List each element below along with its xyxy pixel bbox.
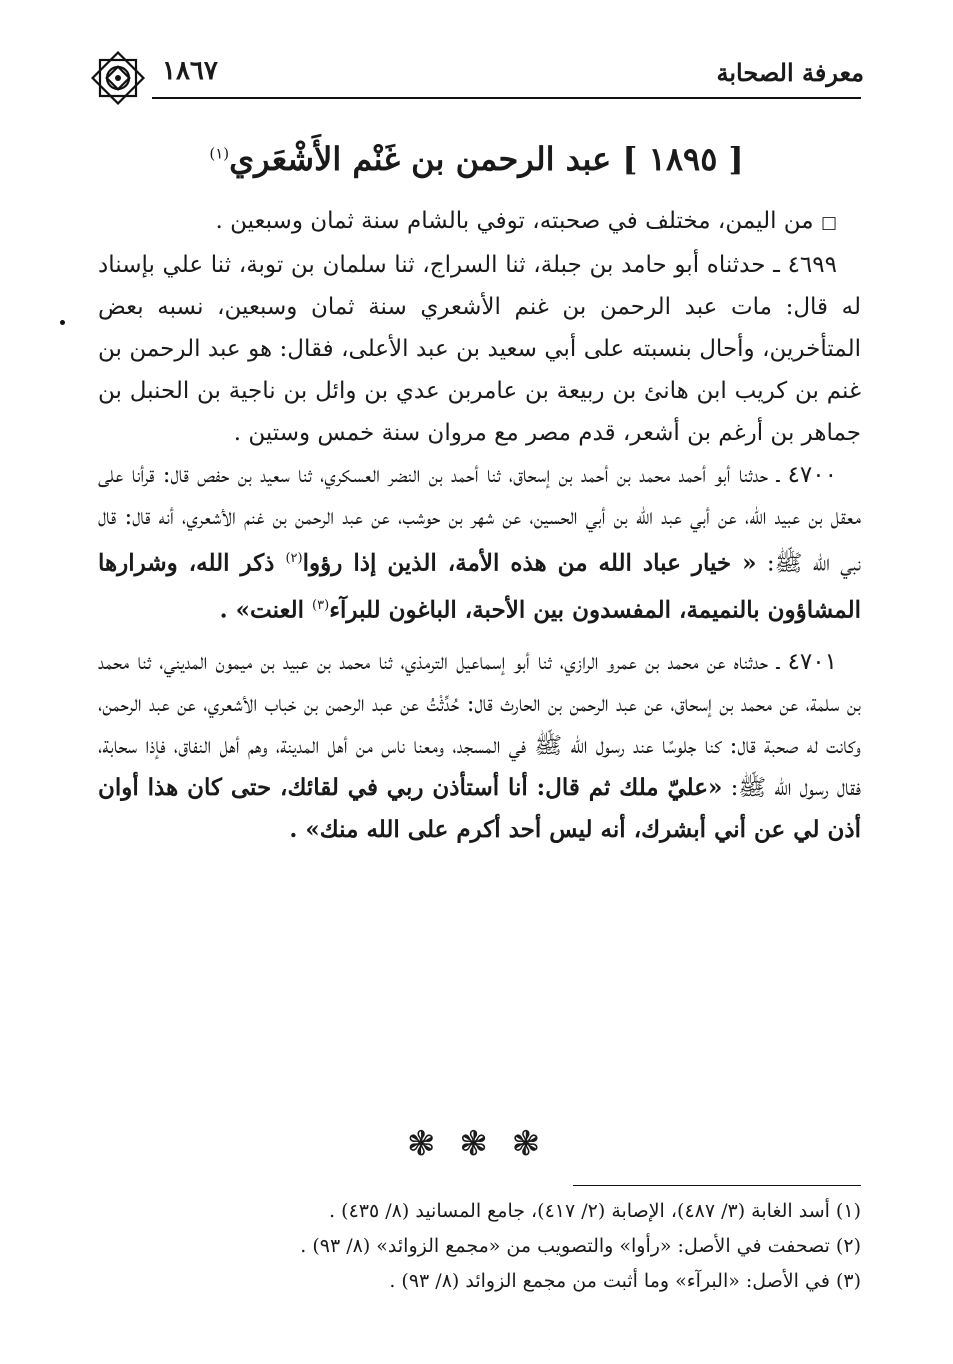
hadith-4700-quote-c: العنت» . <box>219 596 313 624</box>
intro-paragraph <box>98 200 861 244</box>
footnote-rule <box>573 1185 861 1186</box>
hadith-4700 <box>98 454 861 631</box>
hadith-4700-quote-b: ذكر الله، وشرارها المشاؤون بالنميمة، المفسدون بين الأحبة، الباغون للبرآء <box>98 549 861 624</box>
footnote-ref-3: (٣) <box>312 597 330 613</box>
entry-title-footnote-ref: (١) <box>209 144 230 163</box>
entry-title <box>92 140 861 178</box>
rosette-ornament-icon <box>86 46 150 110</box>
footnote-2: (٢) تصحفت في الأصل: «رأوا» والتصويب من «مجمع الزوائد» (٨/ ٩٣) . <box>300 1235 861 1257</box>
intro-text: من اليمن، مختلف في صحبته، توفي بالشام سنة ثمان وسبعين . <box>215 208 814 234</box>
entry-title-text: [ ١٨٩٥ ] عبد الرحمن بن غَنْم الأَشْعَري <box>229 140 744 178</box>
hadith-4701-quote: «عليّ ملك ثم قال: أنا أستأذن ربي في لقائك، حتى كان هذا أوان أذن لي عن أني أبشرك، أنه ليس أحد أكرم على الله منك» . <box>98 774 861 844</box>
hadith-4699-text: ٤٦٩٩ ـ حدثناه أبو حامد بن جبلة، ثنا السراج، ثنا سلمان بن توبة، ثنا علي بإسناد له قال: مات عبد الرحمن بن غنم الأشعري سنة ثمان وسبعين، نسبه بعض المتأخرين، وأحال بنسبته على أبي سعيد بن عبد الأعلى، فقال: هو عبد الرحمن بن غنم بن كريب ابن هانئ بن ربيعة بن عامربن عدي بن وائل بن ناجية بن الحنبل بن جماهر بن أرغم بن أشعر، قدم مصر مع مروان سنة خمس وستين . <box>98 252 861 446</box>
hadith-4699 <box>98 244 861 454</box>
footnote-ref-2: (٢) <box>285 551 303 566</box>
hadith-4701-text: ٤٧٠١ ـ حدثناه عن محمد بن عمرو الرازي، ثنا أبو إسماعيل الترمذي، ثنا محمد بن عبيد بن ميمون المديني، ثنا محمد بن سلمة، عن محمد بن إسحاق، عن عبد الرحمن بن الحارث قال: حُدِّثْتُ عن عبد الرحمن بن خباب الأشعري، عن عبد الرحمن، وكانت له صحبة قال: كنا جلوسًا عند رسول الله ﷺ في المسجد، ومعنا ناس من أهل المدينة، وهم أهل النفاق، فإذا سحابة، فقال رسول الله ﷺ: <box>98 649 862 802</box>
page-header <box>92 56 864 102</box>
footnote-3: (٣) في الأصل: «البرآء» وما أثبت من مجمع الزوائد (٨/ ٩٣) . <box>389 1270 861 1292</box>
page-number: ١٨٦٧ <box>162 56 218 86</box>
header-rule <box>152 97 861 99</box>
footnotes <box>92 1194 861 1299</box>
page-body <box>98 200 861 851</box>
footnote-1: (١) أسد الغابة (٣/ ٤٨٧)، الإصابة (٢/ ٤١٧)، جامع المسانيد (٨/ ٤٣٥) . <box>329 1200 861 1222</box>
stray-dot <box>60 320 65 325</box>
section-separator: ❃ ❃ ❃ <box>406 1124 547 1164</box>
hadith-4700-quote-a: « خيار عباد الله من هذه الأمة، الذين إذا رؤوا <box>302 549 757 577</box>
square-bullet-icon: □ <box>820 213 837 233</box>
hadith-4701 <box>98 641 861 851</box>
book-title: معرفة الصحابة <box>716 58 864 87</box>
hadith-4700-text: ٤٧٠٠ ـ حدثنا أبو أحمد محمد بن أحمد بن إسحاق، ثنا أحمد بن النضر العسكري، ثنا سعيد بن حفص قال: قرأنا على معقل بن عبيد الله، عن أبي عبد الله بن أبي الحسين، عن شهر بن حوشب، عن عبد الرحمن بن غنم الأشعري، أنه قال: قال نبي الله ﷺ: <box>98 462 862 577</box>
